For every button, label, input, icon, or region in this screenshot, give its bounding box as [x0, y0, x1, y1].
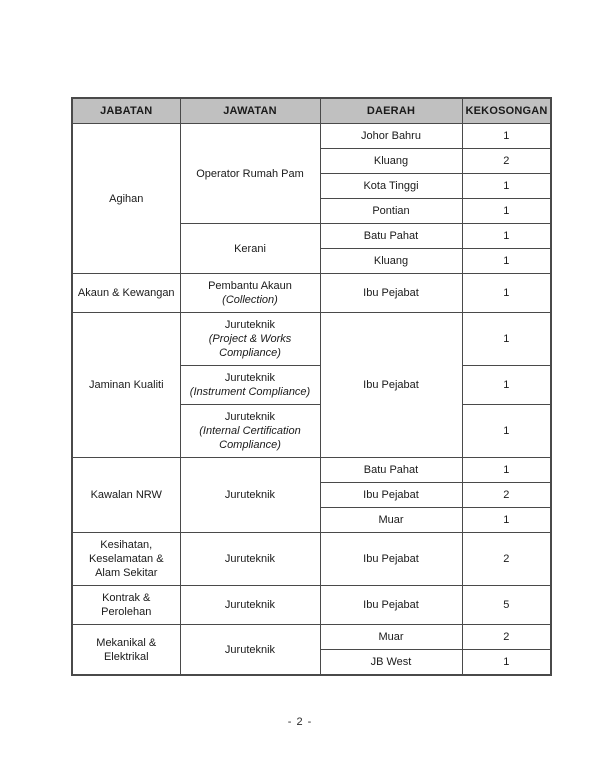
table-cell: Operator Rumah Pam: [180, 124, 320, 224]
column-header-daerah: DAERAH: [320, 98, 462, 124]
table-cell: Ibu Pejabat: [320, 483, 462, 508]
table-row: [72, 274, 551, 313]
table-cell: Juruteknik (Project & Works Compliance): [180, 313, 320, 366]
table-body: [72, 124, 551, 676]
table-cell: 1: [462, 124, 551, 149]
table-cell: 2: [462, 149, 551, 174]
table-cell: 1: [462, 249, 551, 274]
table-cell: Akaun & Kewangan: [72, 274, 180, 313]
table-cell: 5: [462, 586, 551, 625]
table-cell: Ibu Pejabat: [320, 586, 462, 625]
table-cell: Kesihatan, Keselamatan & Alam Sekitar: [72, 533, 180, 586]
table-cell: Kontrak & Perolehan: [72, 586, 180, 625]
table-cell: 1: [462, 174, 551, 199]
table-row: [72, 458, 551, 483]
table-cell: Pontian: [320, 199, 462, 224]
table-cell: Batu Pahat: [320, 224, 462, 249]
table-cell: Batu Pahat: [320, 458, 462, 483]
vacancy-table-container: [71, 97, 550, 676]
table-cell: Juruteknik: [180, 625, 320, 676]
table-row: [72, 533, 551, 586]
table-cell: Mekanikal & Elektrikal: [72, 625, 180, 676]
table-row: [72, 313, 551, 366]
table-cell: Juruteknik: [180, 458, 320, 533]
table-cell: Kluang: [320, 249, 462, 274]
table-cell: 1: [462, 405, 551, 458]
table-cell: Juruteknik: [180, 533, 320, 586]
table-cell: Kluang: [320, 149, 462, 174]
table-cell: Pembantu Akaun (Collection): [180, 274, 320, 313]
table-cell: JB West: [320, 650, 462, 676]
table-cell: Juruteknik: [180, 586, 320, 625]
table-cell: Kerani: [180, 224, 320, 274]
table-header-row: [72, 98, 551, 124]
table-header: [72, 98, 551, 124]
table-row: [72, 124, 551, 149]
table-cell: Agihan: [72, 124, 180, 274]
table-cell: Juruteknik (Internal Certification Compliance): [180, 405, 320, 458]
table-cell: 1: [462, 366, 551, 405]
table-cell: Muar: [320, 508, 462, 533]
column-header-kekosongan: KEKOSONGAN: [462, 98, 551, 124]
table-cell: 1: [462, 508, 551, 533]
table-cell: 1: [462, 199, 551, 224]
table-cell: Juruteknik (Instrument Compliance): [180, 366, 320, 405]
table-cell: Kota Tinggi: [320, 174, 462, 199]
column-header-jawatan: JAWATAN: [180, 98, 320, 124]
table-cell: Muar: [320, 625, 462, 650]
table-cell: Johor Bahru: [320, 124, 462, 149]
table-cell: 1: [462, 224, 551, 249]
table-cell: Ibu Pejabat: [320, 274, 462, 313]
table-cell: 1: [462, 650, 551, 676]
table-cell: 2: [462, 625, 551, 650]
table-cell: Ibu Pejabat: [320, 313, 462, 458]
table-row: [72, 586, 551, 625]
table-cell: 2: [462, 533, 551, 586]
table-cell: 1: [462, 274, 551, 313]
table-cell: 2: [462, 483, 551, 508]
table-cell: Kawalan NRW: [72, 458, 180, 533]
table-cell: Ibu Pejabat: [320, 533, 462, 586]
table-cell: 1: [462, 313, 551, 366]
page-number: - 2 -: [287, 716, 313, 728]
column-header-jabatan: JABATAN: [72, 98, 180, 124]
table-cell: 1: [462, 458, 551, 483]
table-cell: Jaminan Kualiti: [72, 313, 180, 458]
vacancy-table: [71, 97, 552, 676]
table-row: [72, 625, 551, 650]
